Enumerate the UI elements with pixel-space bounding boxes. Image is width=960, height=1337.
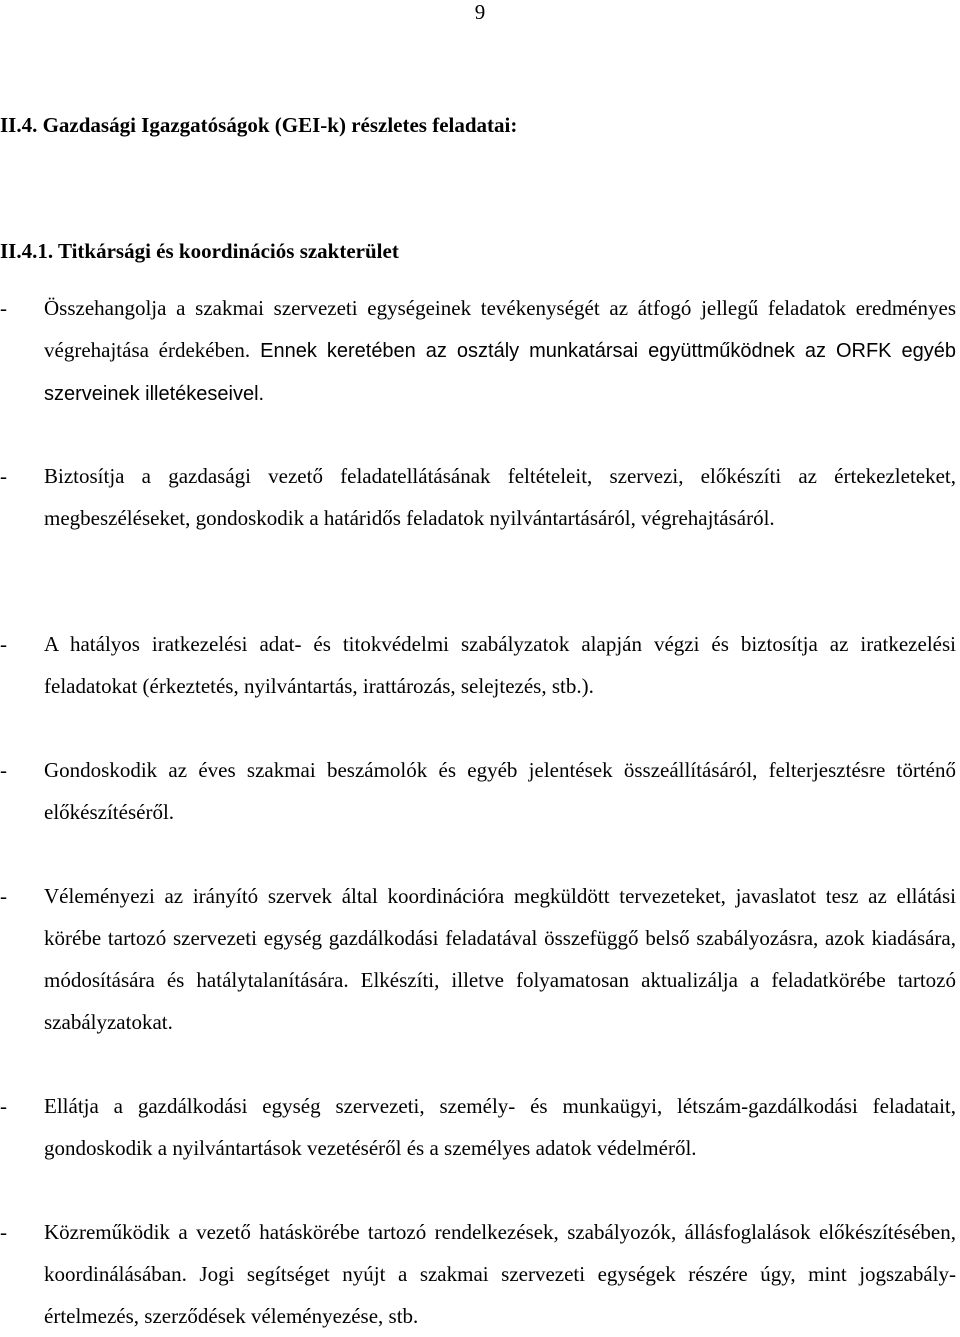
list-item-text-part: Összehangolja a szakmai szervezeti egységeinek tevékenységét az átfogó jellegű feladatok eredményes végrehajtása érdekében.	[44, 296, 956, 362]
subsection-heading: II.4.1. Titkársági és koordinációs szakterület	[0, 239, 399, 263]
list-dash: -	[0, 1094, 7, 1118]
list-dash: -	[0, 464, 7, 488]
list-item	[0, 749, 956, 833]
list-item-text: Ellátja a gazdálkodási egység szervezeti, személy- és munkaügyi, létszám-gazdálkodási feladatait, gondoskodik a nyilvántartások vezetéséről és a személyes adatok védelméről.	[44, 1094, 956, 1160]
list-item-text: A hatályos iratkezelési adat- és titokvédelmi szabályzatok alapján végzi és biztosítja az iratkezelési feladatokat (érkeztetés, nyilvántartás, irattározás, selejtezés, stb.).	[44, 632, 956, 698]
list-item-text: Véleményezi az irányító szervek által koordinációra megküldött tervezeteket, javaslatot tesz az ellátási körébe tartozó szervezeti egység gazdálkodási feladatával összefüggő belső szabályozásra, azok kiadására, módosítására és hatálytalanítására. Elkészíti, illetve folyamatosan aktualizálja a feladatkörébe tartozó szabályzatokat.	[44, 884, 956, 1034]
list-item	[0, 455, 956, 539]
list-dash: -	[0, 884, 7, 908]
list-dash: -	[0, 296, 7, 320]
section-heading: II.4. Gazdasági Igazgatóságok (GEI-k) részletes feladatai:	[0, 113, 518, 137]
list-item-text: Biztosítja a gazdasági vezető feladatellátásának feltételeit, szervezi, előkészíti az értekezleteket, megbeszéléseket, gondoskodik a határidős feladatok nyilvántartásáról, végrehajtásáról.	[44, 464, 956, 530]
list-item	[0, 1085, 956, 1169]
list-dash: -	[0, 758, 7, 782]
list-item-text: Gondoskodik az éves szakmai beszámolók és egyéb jelentések összeállításáról, felterjesztésre történő előkészítéséről.	[44, 758, 956, 824]
list-item-text: Közreműködik a vezető hatáskörébe tartozó rendelkezések, szabályozók, állásfoglalások előkészítésében, koordinálásában. Jogi segítséget nyújt a szakmai szervezeti egységek részére úgy, mint jogszabály-értelmezés, szerződések véleményezése, stb.	[44, 1220, 956, 1328]
list-item	[0, 1211, 956, 1337]
list-item	[0, 875, 956, 1043]
page-number: 9	[474, 0, 486, 24]
list-dash: -	[0, 632, 7, 656]
list-dash: -	[0, 1220, 7, 1244]
list-item-text-part: Ennek keretében az osztály munkatársai együttműködnek az ORFK egyéb szerveinek illetékeseivel.	[44, 340, 956, 405]
list-item-text	[44, 287, 956, 415]
list-item	[0, 623, 956, 707]
list-item	[0, 287, 956, 415]
